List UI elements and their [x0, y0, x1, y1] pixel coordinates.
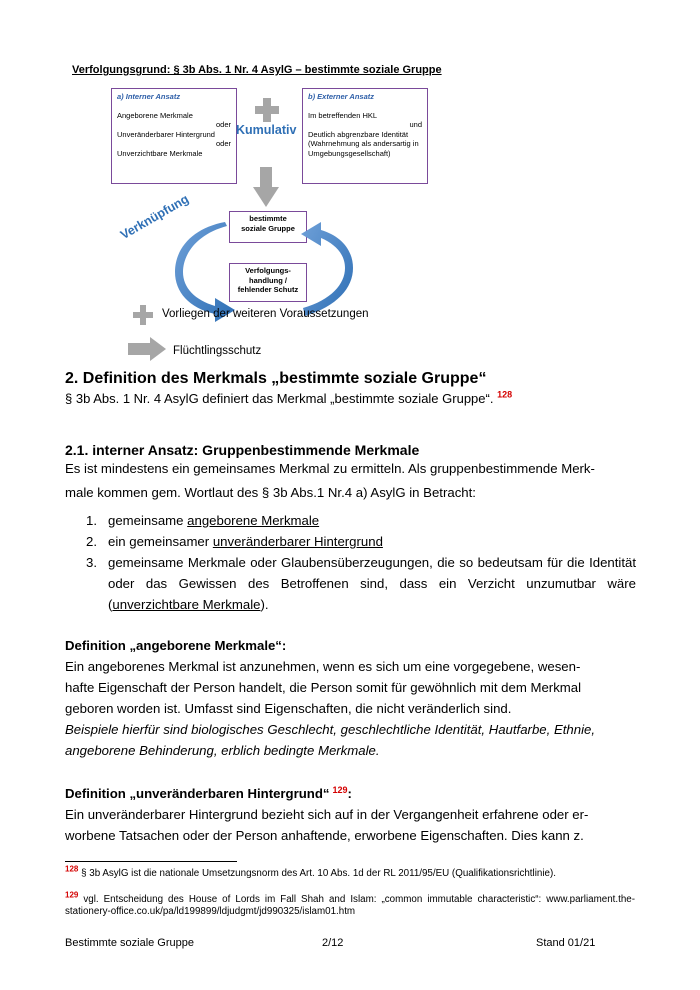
footnote-text: § 3b AsylG ist die nationale Umsetzungsnorm des Art. 10 Abs. 1d der RL 2011/95/EU (Qualifikationsrichtlinie). — [78, 868, 556, 879]
external-line-4: Umgebungsgesellschaft) — [308, 148, 391, 158]
list-item — [86, 552, 636, 615]
section-2-1-intro — [65, 458, 637, 503]
footnote-text: vgl. Entscheidung des House of Lords im Fall Shah and Islam: „common immutable characteristic“: www.parliament.the-stationery-office.co.uk/pa/ld199899/ldjudgmt/jd990325/islam01.htm — [65, 894, 635, 917]
social-group-line-1: bestimmte — [249, 214, 287, 223]
internal-approach-heading: a) Interner Ansatz — [117, 92, 181, 101]
footer-version: Stand 01/21 — [536, 937, 596, 949]
footnote-ref-128: 128 — [497, 389, 513, 400]
list-item-underlined: unverzichtbare Merkmale — [112, 597, 261, 612]
definition-background-line-1: Ein unveränderbarer Hintergrund bezieht sich auf in der Vergangenheit erfahrene oder er- — [65, 807, 589, 822]
external-approach-box — [302, 88, 428, 184]
section-2-1-line-1: Es ist mindestens ein gemeinsames Merkmal zu ermitteln. Als gruppenbestimmende Merk- — [65, 461, 595, 476]
footnote-129 — [65, 890, 635, 918]
definition-innate-line-1: Ein angeborenes Merkmal ist anzunehmen, wenn es sich um eine vorgegebene, wesen- — [65, 659, 581, 674]
section-2-1-line-2: male kommen gem. Wortlaut des § 3b Abs.1 Nr.4 a) AsylG in Betracht: — [65, 485, 476, 500]
definition-innate-heading: Definition „angeborene Merkmale“: — [65, 638, 287, 653]
definition-innate-examples-1: Beispiele hierfür sind biologisches Geschlecht, geschlechtliche Identität, Hautfarbe, Ethnie, — [65, 722, 595, 737]
list-item-underlined: unveränderbarer Hintergrund — [212, 534, 383, 549]
footnote-separator — [65, 861, 237, 862]
page-number: 2/12 — [322, 937, 344, 949]
definition-background-heading — [65, 786, 352, 801]
plus-icon — [255, 98, 279, 122]
list-item-number: 1. — [86, 513, 97, 528]
list-item-number: 3. — [86, 555, 97, 570]
social-group-line-2: soziale Gruppe — [241, 223, 295, 233]
definition-background-line-2: worbene Tatsachen oder der Person anhaftende, erworbene Eigenschaften. Dies kann z. — [65, 828, 584, 843]
internal-line-2: Unveränderbarer Hintergrund — [117, 129, 215, 139]
external-und: und — [409, 120, 422, 129]
footnote-128 — [65, 864, 635, 880]
diagram-title: Verfolgungsgrund: § 3b Abs. 1 Nr. 4 AsylG – bestimmte soziale Gruppe — [72, 64, 442, 76]
further-requirements-label: Vorliegen der weiteren Voraussetzungen — [162, 308, 369, 320]
list-item-underlined: angeborene Merkmale — [187, 513, 320, 528]
external-line-3: (Wahrnehmung als andersartig in — [308, 139, 419, 148]
right-arrow-icon — [128, 337, 166, 361]
list-item-text: gemeinsame Merkmale oder Glaubensüberzeugungen, die so bedeutsam für die Identität oder das Gewissen des Betroffenen sind, dass ein Verzicht unzumutbar wäre ( — [108, 555, 636, 612]
plus-legend-icon — [133, 305, 153, 325]
definition-background-colon: : — [347, 786, 352, 801]
external-approach-heading: b) Externer Ansatz — [308, 92, 374, 101]
definition-innate-line-3: geboren worden ist. Umfasst sind Eigenschaften, die nicht veränderlich sind. — [65, 701, 512, 716]
footnote-ref-129: 129 — [332, 784, 348, 795]
definition-background-heading-text: Definition „unveränderbaren Hintergrund“ — [65, 786, 330, 801]
section-2-text-body: § 3b Abs. 1 Nr. 4 AsylG definiert das Merkmal „bestimmte soziale Gruppe“. — [65, 391, 494, 406]
list-item — [86, 531, 636, 552]
internal-approach-box — [111, 88, 237, 184]
internal-oder-2: oder — [215, 139, 231, 148]
definition-background-body — [65, 804, 637, 846]
list-item-number: 2. — [86, 534, 97, 549]
external-line-2: Deutlich abgrenzbare Identität — [308, 129, 409, 139]
kumulativ-label: Kumulativ — [236, 123, 297, 137]
definition-innate-examples-2: angeborene Behinderung, erblich bedingte Merkmale. — [65, 743, 380, 758]
internal-line-1: Angeborene Merkmale — [117, 110, 193, 120]
section-2-heading: 2. Definition des Merkmals „bestimmte soziale Gruppe“ — [65, 370, 487, 387]
verknuepfung-label: Verknüpfung — [118, 191, 192, 243]
section-2-1-heading: 2.1. interner Ansatz: Gruppenbestimmende Merkmale — [65, 442, 420, 458]
footnote-number: 128 — [65, 864, 79, 874]
criteria-list — [86, 510, 636, 615]
footnote-number: 129 — [65, 890, 79, 900]
external-line-1: Im betreffenden HKL — [308, 110, 378, 120]
persecution-line-3: fehlender Schutz — [237, 285, 299, 294]
list-item-text: gemeinsame — [108, 513, 188, 528]
persecution-box — [229, 263, 307, 302]
definition-innate-body — [65, 656, 637, 761]
footer-title: Bestimmte soziale Gruppe — [65, 937, 194, 949]
list-item-text: ein gemeinsamer — [108, 534, 213, 549]
list-item-post: ). — [260, 597, 269, 612]
persecution-line-1: Verfolgungs- — [245, 266, 291, 275]
internal-line-3: Unverzichtbare Merkmale — [117, 148, 203, 158]
internal-oder-1: oder — [215, 120, 231, 129]
definition-innate-line-2: hafte Eigenschaft der Person handelt, die Person somit für gewöhnlich mit dem Merkmal — [65, 680, 582, 695]
persecution-line-2: handlung / — [249, 275, 287, 285]
refugee-protection-label: Flüchtlingsschutz — [173, 345, 262, 357]
section-2-text — [65, 388, 512, 409]
list-item — [86, 510, 636, 531]
down-arrow-icon — [253, 167, 279, 207]
